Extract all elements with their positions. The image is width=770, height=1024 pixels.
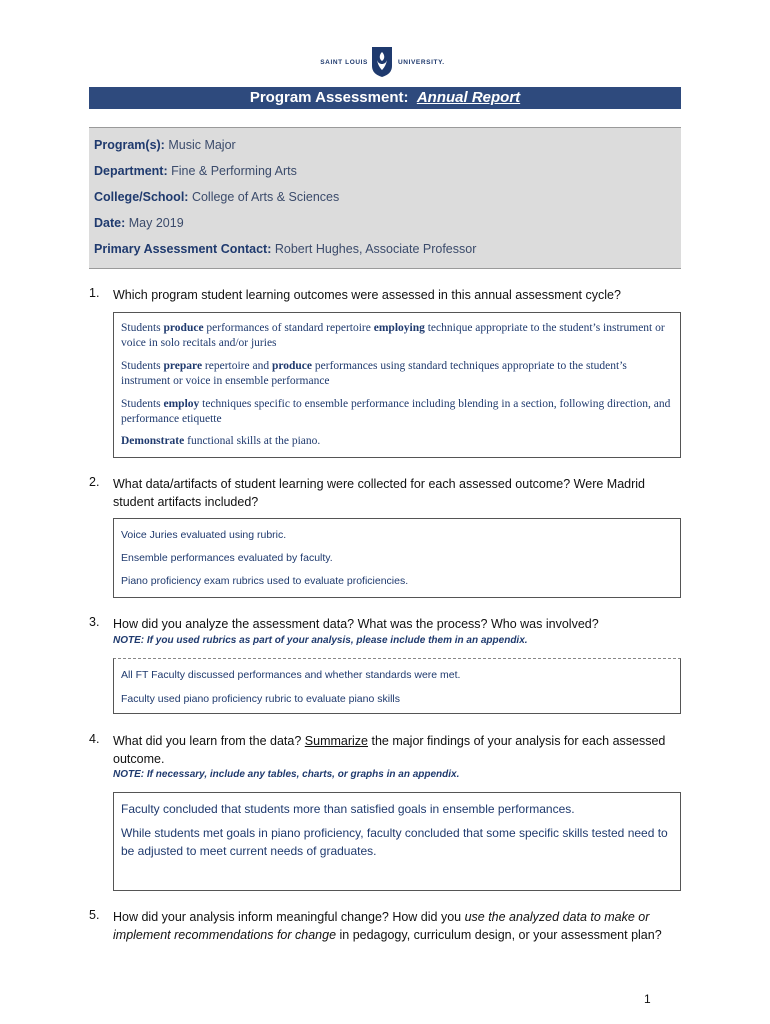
question-number: 2. — [89, 475, 100, 489]
answer-line: Ensemble performances evaluated by faculty. — [121, 552, 333, 564]
date-label: Date: — [94, 216, 126, 230]
question-text: How did you analyze the assessment data? What was the process? Who was involved? — [113, 617, 599, 631]
shield-icon — [371, 46, 393, 78]
logo-text-right: UNIVERSITY. — [398, 59, 445, 66]
program-value: Music Major — [168, 138, 236, 152]
question-text-part: How did your analysis inform meaningful change? How did you — [113, 910, 465, 924]
question-number: 5. — [89, 908, 100, 922]
answer-text: Students — [121, 322, 164, 334]
answer-bold: Demonstrate — [121, 435, 185, 447]
answer-text: performances of standard repertoire — [203, 322, 374, 334]
question-text-underline: Summarize — [304, 734, 368, 748]
college-label: College/School: — [94, 190, 189, 204]
department-label: Department: — [94, 164, 168, 178]
answer-line — [121, 321, 673, 351]
answer-text: techniques specific to ensemble performance including blending in a section, following direction, and performance etiquette — [121, 398, 671, 425]
answer-text: repertoire and — [202, 360, 272, 372]
question-note: NOTE: If you used rubrics as part of your analysis, please include them in an appendix. — [113, 635, 528, 646]
answer-box-3 — [113, 658, 681, 714]
title-main: Program Assessment: — [249, 89, 409, 106]
question-text: What data/artifacts of student learning were collected for each assessed outcome? Were Madrid student artifacts included? — [113, 477, 645, 509]
page-title — [89, 87, 681, 109]
question-2 — [89, 475, 678, 511]
question-number: 4. — [89, 732, 100, 746]
answer-text: performances using standard techniques appropriate to the student’s instrument or voice in ensemble performance — [121, 360, 627, 387]
contact-row — [94, 242, 476, 256]
answer-bold: employ — [163, 398, 200, 410]
question-text — [113, 732, 678, 768]
answer-line: Voice Juries evaluated using rubric. — [121, 529, 287, 541]
program-label: Program(s): — [94, 138, 165, 152]
question-note: NOTE: If necessary, include any tables, charts, or graphs in an appendix. — [113, 769, 460, 780]
department-row — [94, 164, 297, 178]
question-text-part: the major findings of your analysis for each assessed outcome. — [113, 734, 666, 766]
answer-line: Faculty concluded that students more than satisfied goals in ensemble performances. — [121, 802, 575, 816]
college-row — [94, 190, 339, 204]
program-info-box — [89, 127, 681, 269]
answer-box-2 — [113, 518, 681, 598]
answer-line — [121, 359, 673, 389]
date-row — [94, 216, 184, 230]
question-text: Which program student learning outcomes were assessed in this annual assessment cycle? — [113, 288, 621, 302]
logo-text-left: SAINT LOUIS — [320, 59, 368, 66]
answer-bold: prepare — [163, 360, 203, 372]
answer-text: Students — [121, 360, 164, 372]
answer-line: While students met goals in piano proficiency, faculty concluded that some specific skills tested need to be adjusted to meet current needs of graduates. — [121, 826, 668, 858]
question-number: 1. — [89, 286, 100, 300]
answer-line: Faculty used piano proficiency rubric to evaluate piano skills — [121, 693, 400, 705]
question-text-italic: use the analyzed data to make or implement recommendations for change — [113, 910, 650, 942]
answer-line — [121, 397, 673, 427]
question-3 — [89, 615, 678, 633]
question-text-part: in pedagogy, curriculum design, or your assessment plan? — [336, 928, 662, 942]
question-5 — [89, 908, 678, 944]
contact-label: Primary Assessment Contact: — [94, 242, 272, 256]
answer-text: Students — [121, 398, 164, 410]
program-row — [94, 138, 236, 152]
university-logo — [0, 46, 770, 80]
question-text-part: What did you learn from the data? — [113, 734, 305, 748]
question-text — [113, 908, 678, 944]
title-italic: Annual Report — [416, 89, 521, 106]
question-4 — [89, 732, 678, 768]
answer-box-1 — [113, 312, 681, 458]
contact-value: Robert Hughes, Associate Professor — [274, 242, 477, 256]
answer-box-4 — [113, 792, 681, 891]
answer-line: All FT Faculty discussed performances and whether standards were met. — [121, 669, 461, 681]
answer-line: Piano proficiency exam rubrics used to evaluate proficiencies. — [121, 575, 409, 587]
college-value: College of Arts & Sciences — [191, 190, 340, 204]
question-number: 3. — [89, 615, 100, 629]
department-value: Fine & Performing Arts — [171, 164, 297, 178]
answer-bold: produce — [271, 360, 313, 372]
question-1 — [89, 286, 678, 304]
answer-line — [121, 434, 673, 449]
date-value: May 2019 — [128, 216, 184, 230]
answer-bold: produce — [163, 322, 204, 334]
answer-bold: employing — [373, 322, 425, 334]
answer-text: functional skills at the piano. — [184, 435, 321, 447]
page-number: 1 — [644, 992, 651, 1006]
answer-text: technique appropriate to the student’s instrument or voice in solo recitals and/or juries — [121, 322, 665, 349]
